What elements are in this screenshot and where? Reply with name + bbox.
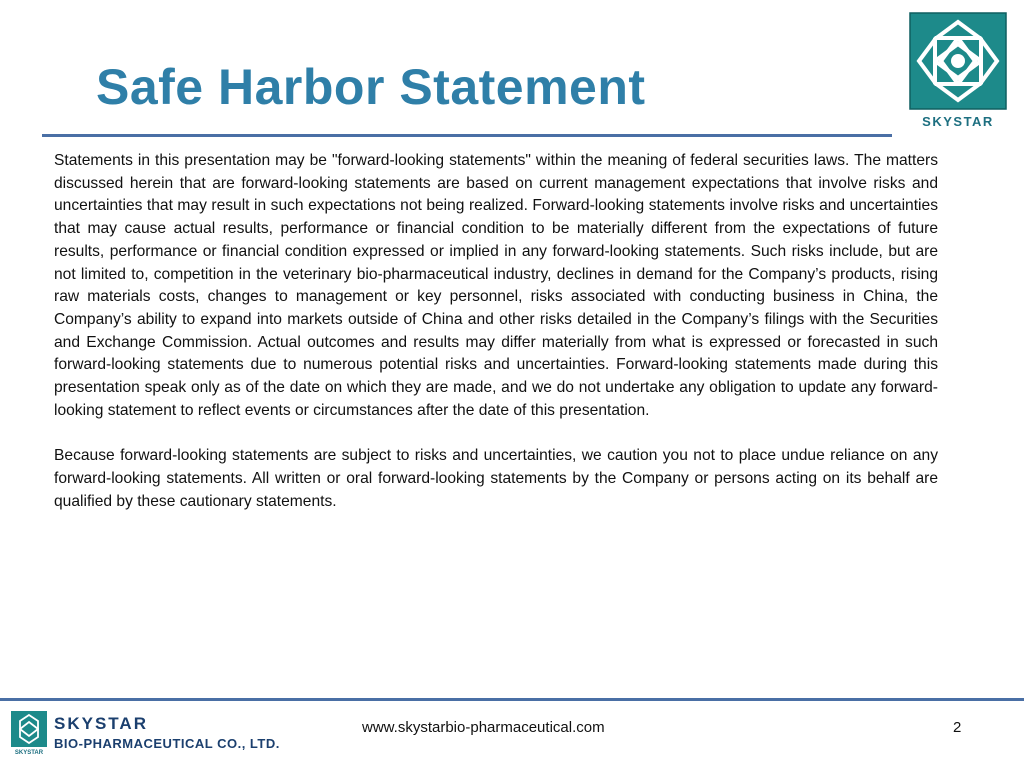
- footer-company-logo: [10, 710, 302, 756]
- logo-label: SKYSTAR: [922, 114, 994, 129]
- footer-brand-subtitle: BIO-PHARMACEUTICAL CO., LTD.: [54, 736, 280, 751]
- logo-center-dot: [951, 54, 965, 68]
- paragraph-forward-looking: Statements in this presentation may be "forward-looking statements" within the meaning of federal securities laws. The matters discussed herein that are forward-looking statements are based on current management expectations that involve risks and uncertainties that may result in such expectations not being realized. Forward-looking statements involve risks and uncertainties that may cause actual results, performance or financial condition to be materially different from the expectations of future results, performance or financial condition expressed or implied in any forward-looking statements. Such risks include, but are not limited to, competition in the veterinary bio-pharmaceutical industry, declines in demand for the Company’s products, rising raw materials costs, changes to management or key personnel, risks associated with conducting business in China, the Company’s ability to expand into markets outside of China and other risks detailed in the Company’s filings with the Securities and Exchange Commission. Actual outcomes and results may differ materially from what is expressed or forecasted in such forward-looking statements due to numerous potential risks and uncertainties. Forward-looking statements made during this presentation speak only as of the date on which they are made, and we do not undertake any obligation to update any forward-looking statement to reflect events or circumstances after the date of this presentation.: [54, 152, 938, 419]
- slide-title: Safe Harbor Statement: [96, 59, 646, 115]
- safe-harbor-body: [54, 150, 938, 537]
- footer-brand-name: SKYSTAR: [54, 714, 148, 733]
- paragraph-caution: Because forward-looking statements are subject to risks and uncertainties, we caution you not to place undue reliance on any forward-looking statements. All written or oral forward-looking statements by the Company or persons acting on its behalf are qualified by these cautionary statements.: [54, 447, 938, 510]
- footer-logo-tile: [11, 711, 47, 747]
- footer-logo-small-label: SKYSTAR: [14, 750, 44, 756]
- title-divider: [42, 134, 892, 137]
- footer-website-url: www.skystarbio-pharmaceutical.com: [362, 719, 605, 736]
- footer-divider: [0, 698, 1024, 701]
- slide-page-number: 2: [953, 719, 962, 736]
- skystar-logo: [909, 12, 1007, 130]
